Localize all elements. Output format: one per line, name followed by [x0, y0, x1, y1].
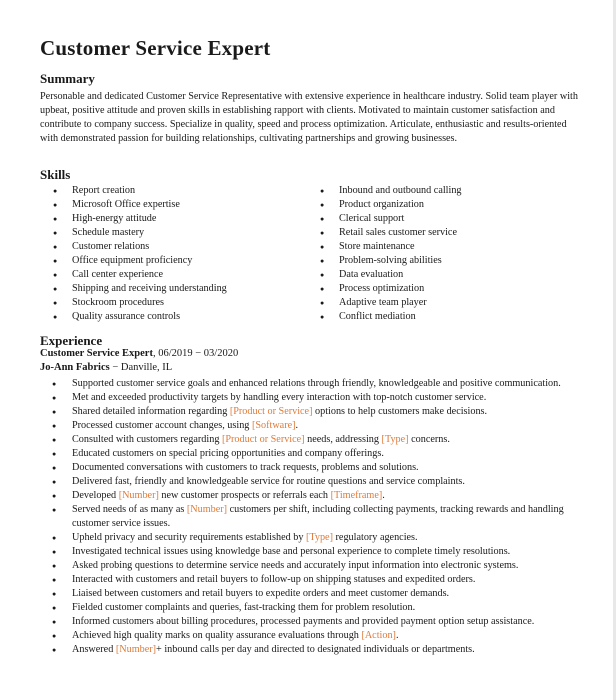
- duty-text: regulatory agencies.: [332, 532, 418, 543]
- placeholder-text: [Timeframe]: [330, 490, 383, 501]
- skill-item: ● Shipping and receiving understanding: [53, 282, 227, 296]
- skill-item: ● Office equipment proficiency: [53, 254, 227, 268]
- experience-heading: Experience: [40, 333, 103, 348]
- duty-text: Liaised between customers and retail buyers to expedite orders and meet customer demands.: [72, 588, 450, 599]
- skill-item: ● Problem-solving abilities: [320, 254, 462, 268]
- skill-item: ● Conflict mediation: [320, 310, 462, 324]
- resume-title: Customer Service Expert: [40, 36, 271, 60]
- duty-item: [52, 377, 592, 391]
- job-title: Customer Service Expert: [40, 348, 153, 359]
- duty-text: Delivered fast, friendly and knowledgeable service for routine questions and service complaints.: [72, 476, 465, 487]
- employer-name: Jo-Ann Fabrics: [40, 362, 110, 373]
- placeholder-text: [Type]: [381, 434, 409, 445]
- skill-item: ● Retail sales customer service: [320, 226, 462, 240]
- duty-text: + inbound calls per day and directed to designated individuals or departments.: [156, 644, 475, 655]
- skill-item: ● Inbound and outbound calling: [320, 184, 462, 198]
- duty-text: Educated customers on special pricing opportunities and company offerings.: [72, 448, 384, 459]
- skill-item: ● High-energy attitude: [53, 212, 227, 226]
- job-dates: , 06/2019 − 03/2020: [152, 348, 239, 359]
- duty-item: [52, 615, 592, 629]
- skills-heading: Skills: [40, 167, 71, 182]
- summary-text: Personable and dedicated Customer Service Representative with extensive experience in healthcare industry. Solid team player with upbeat, positive attitude and proven skills in establishing rapport with clients. Motivated to maintain customer satisfaction and contribute to company success. Specialize in quality, speed and process optimization. Articulate, enthusiastic and results-oriented with demonstrated passion for building relationships, cultivating partnerships and growing businesses.: [40, 91, 578, 144]
- skill-item: ● Process optimization: [320, 282, 462, 296]
- duty-text: Developed: [72, 490, 119, 501]
- skill-item: ● Schedule mastery: [53, 226, 227, 240]
- skill-item: ● Quality assurance controls: [53, 310, 227, 324]
- duty-item: [52, 433, 592, 447]
- duty-item: [52, 629, 592, 643]
- duty-text: needs, addressing: [304, 434, 382, 445]
- duty-text: Met and exceeded productivity targets by handling every interaction with top-notch customer service.: [72, 392, 487, 403]
- duty-text: Investigated technical issues using knowledge base and personal experience to complete timely resolutions.: [72, 546, 511, 557]
- duty-text: Upheld privacy and security requirements established by: [72, 532, 306, 543]
- summary-heading: Summary: [40, 71, 95, 86]
- duty-item: [52, 643, 592, 657]
- duty-text: Answered: [72, 644, 116, 655]
- duty-text: .: [382, 490, 385, 501]
- duty-item: [52, 559, 592, 573]
- duty-text: Fielded customer complaints and queries, fast-tracking them for problem resolution.: [72, 602, 416, 613]
- skill-item: ● Data evaluation: [320, 268, 462, 282]
- duty-text: Shared detailed information regarding: [72, 406, 230, 417]
- placeholder-text: [Number]: [118, 490, 159, 501]
- placeholder-text: [Software]: [251, 420, 296, 431]
- placeholder-text: [Product or Service]: [221, 434, 305, 445]
- skill-item: ● Clerical support: [320, 212, 462, 226]
- skills-right-column: [320, 184, 462, 324]
- duty-item: [52, 391, 592, 405]
- duty-item: [52, 573, 592, 587]
- employer-location: − Danville, IL: [112, 362, 173, 373]
- duty-item: [52, 419, 592, 433]
- duty-item: [52, 405, 592, 419]
- duty-item: [52, 503, 592, 531]
- duty-item: [52, 447, 592, 461]
- duty-text: Achieved high quality marks on quality assurance evaluations through: [72, 630, 362, 641]
- skill-item: ● Microsoft Office expertise: [53, 198, 227, 212]
- duty-text: Interacted with customers and retail buyers to follow-up on shipping statuses and expedited orders.: [72, 574, 476, 585]
- placeholder-text: [Type]: [305, 532, 333, 543]
- duty-text: new customer prospects or referrals each: [158, 490, 331, 501]
- skill-item: ● Report creation: [53, 184, 227, 198]
- duty-item: [52, 587, 592, 601]
- skills-left-column: [53, 184, 227, 324]
- duties-list: [52, 377, 592, 657]
- employer-line: [40, 362, 172, 373]
- duty-text: Supported customer service goals and enhanced relations through friendly, knowledgeable and positive communication.: [72, 378, 561, 389]
- duty-text: options to help customers make decisions.: [312, 406, 488, 417]
- placeholder-text: [Action]: [361, 630, 396, 641]
- duty-text: customers per shift, including collecting payments, tracking rewards and handling customer service issues.: [72, 504, 564, 529]
- duty-text: Served needs of as many as: [72, 504, 187, 515]
- duty-item: [52, 489, 592, 503]
- duty-item: [52, 531, 592, 545]
- duty-text: Asked probing questions to determine service needs and accurately input information into electronic systems.: [72, 560, 519, 571]
- duty-text: Documented conversations with customers to track requests, problems and solutions.: [72, 462, 419, 473]
- duty-item: [52, 545, 592, 559]
- duty-text: Informed customers about billing procedures, processed payments and provided payment option setup assistance.: [72, 616, 535, 627]
- job-title-line: [40, 348, 238, 359]
- skill-item: ● Customer relations: [53, 240, 227, 254]
- duty-text: .: [395, 630, 399, 641]
- duty-item: [52, 475, 592, 489]
- duty-item: [52, 461, 592, 475]
- skill-item: ● Adaptive team player: [320, 296, 462, 310]
- placeholder-text: [Number]: [186, 504, 228, 515]
- duty-text: Consulted with customers regarding: [72, 434, 222, 445]
- skill-item: ● Product organization: [320, 198, 462, 212]
- skill-item: ● Stockroom procedures: [53, 296, 227, 310]
- placeholder-text: [Product or Service]: [229, 406, 313, 417]
- duty-text: concerns.: [408, 434, 450, 445]
- duty-text: .: [295, 420, 299, 431]
- duty-item: [52, 601, 592, 615]
- skill-item: ● Call center experience: [53, 268, 227, 282]
- placeholder-text: [Number]: [115, 644, 157, 655]
- duty-text: Processed customer account changes, using: [72, 420, 252, 431]
- skill-item: ● Store maintenance: [320, 240, 462, 254]
